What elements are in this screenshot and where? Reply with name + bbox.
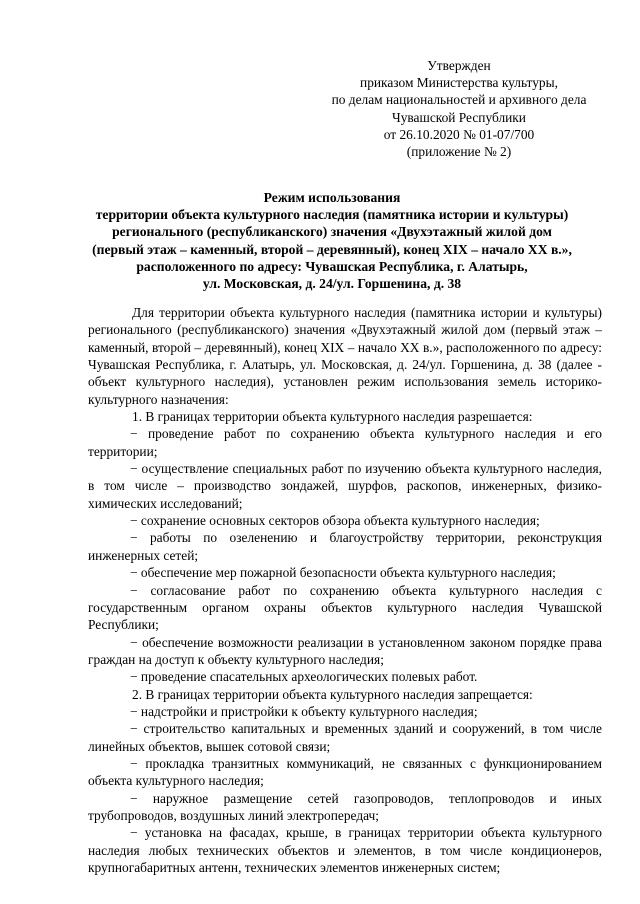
prohibited-item: − строительство капитальных и временных зданий и сооружений, в том числе линейных объектов, вышек сотовой связи; (88, 721, 602, 754)
permitted-item: − работы по озеленению и благоустройству территории, реконструкция инженерных сетей; (88, 530, 602, 563)
permitted-item: − обеспечение возможности реализации в установленном законом порядке права граждан на доступ к объекту культурного наследия; (88, 634, 602, 667)
prohibited-item: − прокладка транзитных коммуникаций, не связанных с функционированием объекта культурного наследия; (88, 755, 602, 789)
permitted-item: − обеспечение мер пожарной безопасности объекта культурного наследия; (130, 565, 556, 581)
prohibited-item: − надстройки и пристройки к объекту культурного наследия; (130, 703, 478, 719)
section-2-heading: 2. В границах территории объекта культурного наследия запрещается: (132, 686, 533, 702)
permitted-item: − осуществление специальных работ по изучению объекта культурного наследия, в том числе – производство зондажей, шурфов, раскопов, инженерных, физико-химических исследований; (88, 461, 602, 511)
prohibited-item: − наружное размещение сетей газопроводов, теплопроводов и иных трубопроводов, воздушных линий электропередач; (88, 790, 602, 823)
title-line: территории объекта культурного наследия (памятника истории и культуры) (95, 207, 569, 223)
approval-line: (приложение № 2) (406, 144, 512, 160)
approval-line: по делам национальностей и архивного дела (331, 92, 587, 108)
approval-line: Чувашской Республики (392, 109, 526, 125)
title-line: Режим использования (263, 190, 401, 205)
title-line: регионального (республиканского) значения «Двухэтажный жилой дом (112, 224, 552, 240)
title-line: ул. Московская, д. 24/ул. Горшенина, д. 38 (202, 276, 462, 292)
approval-line: приказом Министерства культуры, (360, 75, 558, 91)
approval-line: Утвержден (427, 58, 491, 73)
permitted-item: − сохранение основных секторов обзора объекта культурного наследия; (130, 513, 540, 529)
title-line: расположенного по адресу: Чувашская Республика, г. Алатырь, (136, 258, 528, 274)
section-1-heading: 1. В границах территории объекта культурного наследия разрешается: (132, 409, 533, 425)
permitted-item: − согласование работ по сохранению объекта культурного наследия с государственным органом охраны объектов культурного наследия Чувашской Республики; (88, 582, 602, 633)
prohibited-item: − установка на фасадах, крыше, в границах территории объекта культурного наследия любых технических объектов и элементов, в том числе кондиционеров, крупногабаритных антенн, технических элементов инженерных систем; (88, 825, 602, 875)
permitted-item: − проведение работ по сохранению объекта культурного наследия и его территории; (88, 426, 602, 459)
document-title (60, 189, 604, 292)
title-line: (первый этаж – каменный, второй – деревянный), конец XIX – начало XX в.», (92, 241, 572, 257)
permitted-item: − проведение спасательных археологических полевых работ. (130, 669, 478, 685)
document-body (88, 304, 602, 876)
approval-stamp (300, 57, 618, 160)
approval-line: от 26.10.2020 № 01-07/700 (383, 126, 535, 142)
intro-paragraph: Для территории объекта культурного наследия (памятника истории и культуры) регионального (республиканского) значения «Двухэтажный жилой дом (первый этаж – каменный, второй – деревянный), конец XIX – начало XX в.», расположенного по адресу: Чувашская Республика, г. Алатырь, ул. Московская, д. 24/ул. Горшенина, д. 38 (далее - объект культурного наследия), установлен режим использования земель историко-культурного назначения: (88, 305, 602, 407)
